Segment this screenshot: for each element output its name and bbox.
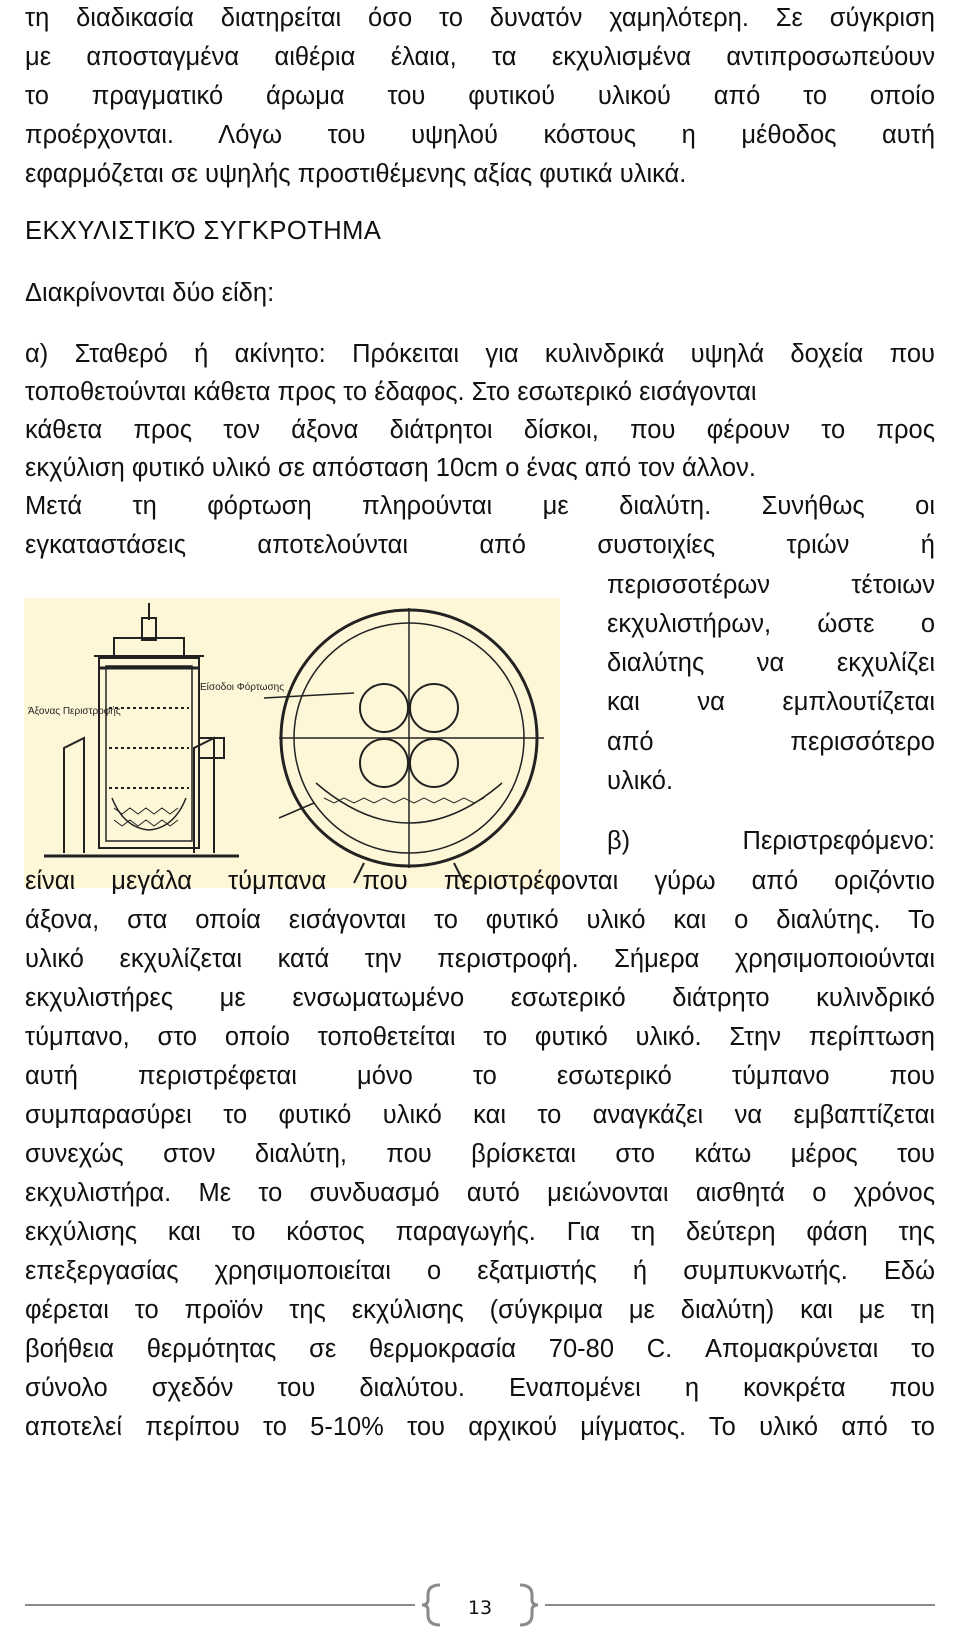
paragraph-line: α) Σταθερό ή ακίνητο: Πρόκειται για κυλινδρικά υψηλά δοχεία που bbox=[25, 340, 935, 368]
paragraph-line: προέρχονται. Λόγω του υψηλού κόστους η μέθοδος αυτή bbox=[25, 121, 935, 149]
paragraph-line: τοποθετούνται κάθετα προς το έδαφος. Στο εσωτερικό εισάγονται bbox=[25, 378, 757, 406]
paragraph-line: Μετά τη φόρτωση πληρούνται με διαλύτη. Συνήθως οι bbox=[25, 492, 935, 520]
paragraph-line: το πραγματικό άρωμα του φυτικού υλικού από το οποίο bbox=[25, 82, 935, 110]
paragraph-line: τύμπανο, στο οποίο τοποθετείται το φυτικό υλικό. Στην περίπτωση bbox=[25, 1023, 935, 1051]
paragraph-line: είναι μεγάλα τύμπανα που περιστρέφονται γύρω από οριζόντιο bbox=[25, 867, 935, 895]
paragraph-line: φέρεται το προϊόν της εκχύλισης (σύγκριμα με διαλύτη) και με τη bbox=[25, 1296, 935, 1324]
paragraph-line: εκχύλισης και το κόστος παραγωγής. Για τη δεύτερη φάση της bbox=[25, 1218, 935, 1246]
paragraph-line: εκχύλιση φυτικό υλικό σε απόσταση 10cm ο ένας από τον άλλον. bbox=[25, 454, 756, 482]
section-heading: ΕΚΧΥΛΙΣΤΙΚΌ ΣΥΓΚΡΟΤΗΜΑ bbox=[25, 217, 382, 245]
paragraph-line: συμπαρασύρει το φυτικό υλικό και το αναγκάζει να εμβαπτίζεται bbox=[25, 1101, 935, 1129]
paragraph-line: σύνολο σχεδόν του διαλύτου. Εναπομένει η κονκρέτα που bbox=[25, 1374, 935, 1402]
paragraph-line: εκχυλιστήρων, ώστε ο bbox=[607, 610, 935, 638]
paragraph-line: περισσοτέρων τέτοιων bbox=[607, 571, 935, 599]
paragraph-line: εκχυλιστήρα. Με το συνδυασμό αυτό μειώνονται αισθητά ο χρόνος bbox=[25, 1179, 935, 1207]
paragraph-line: άξονα, στα οποία εισάγονται το φυτικό υλικό και ο διαλύτης. Το bbox=[25, 906, 935, 934]
paragraph-line: επεξεργασίας χρησιμοποιείται ο εξατμιστής ή συμπυκνωτής. Εδώ bbox=[25, 1257, 935, 1285]
paragraph-line: αυτή περιστρέφεται μόνο το εσωτερικό τύμπανο που bbox=[25, 1062, 935, 1090]
paragraph-line: υλικό εκχυλίζεται κατά την περιστροφή. Σήμερα χρησιμοποιούνται bbox=[25, 945, 935, 973]
paragraph-line: κάθετα προς τον άξονα διάτρητοι δίσκοι, που φέρουν το προς bbox=[25, 416, 935, 444]
left-brace-icon bbox=[422, 1585, 440, 1625]
paragraph-line: τη διαδικασία διατηρείται όσο το δυνατόν χαμηλότερη. Σε σύγκριση bbox=[25, 4, 935, 32]
figure-label-inlet: Είσοδοι Φόρτωσης bbox=[200, 682, 285, 693]
paragraph-line: διαλύτης να εκχυλίζει bbox=[607, 649, 935, 677]
page-number: 13 bbox=[467, 1597, 493, 1619]
paragraph-line: βοήθεια θερμότητας σε θερμοκρασία 70-80 C. Απομακρύνεται το bbox=[25, 1335, 935, 1363]
section-subheading: Διακρίνονται δύο είδη: bbox=[25, 279, 275, 307]
paragraph-line: εκχυλιστήρες με ενσωματωμένο εσωτερικό διάτρητο κυλινδρικό bbox=[25, 984, 935, 1012]
paragraph-line: εγκαταστάσεις αποτελούνται από συστοιχίες τριών ή bbox=[25, 531, 935, 559]
paragraph-line: β) Περιστρεφόμενο: bbox=[607, 827, 935, 855]
paragraph-line: και να εμπλουτίζεται bbox=[607, 688, 935, 716]
paragraph-line: αποτελεί περίπου το 5-10% του αρχικού μίγματος. Το υλικό από το bbox=[25, 1413, 935, 1441]
paragraph-line: συνεχώς στον διαλύτη, που βρίσκεται στο κάτω μέρος του bbox=[25, 1140, 935, 1168]
paragraph-line: υλικό. bbox=[607, 767, 674, 795]
extractor-diagram bbox=[24, 598, 560, 888]
paragraph-line: από περισσότερο bbox=[607, 728, 935, 756]
paragraph-line: εφαρμόζεται σε υψηλής προστιθέμενης αξίας φυτικά υλικά. bbox=[25, 160, 687, 188]
figure-label-axis: Άξονας Περιστροφής bbox=[28, 706, 121, 717]
paragraph-line: με αποσταγμένα αιθέρια έλαια, τα εκχυλισμένα αντιπροσωπεύουν bbox=[25, 43, 935, 71]
right-brace-icon bbox=[520, 1585, 538, 1625]
